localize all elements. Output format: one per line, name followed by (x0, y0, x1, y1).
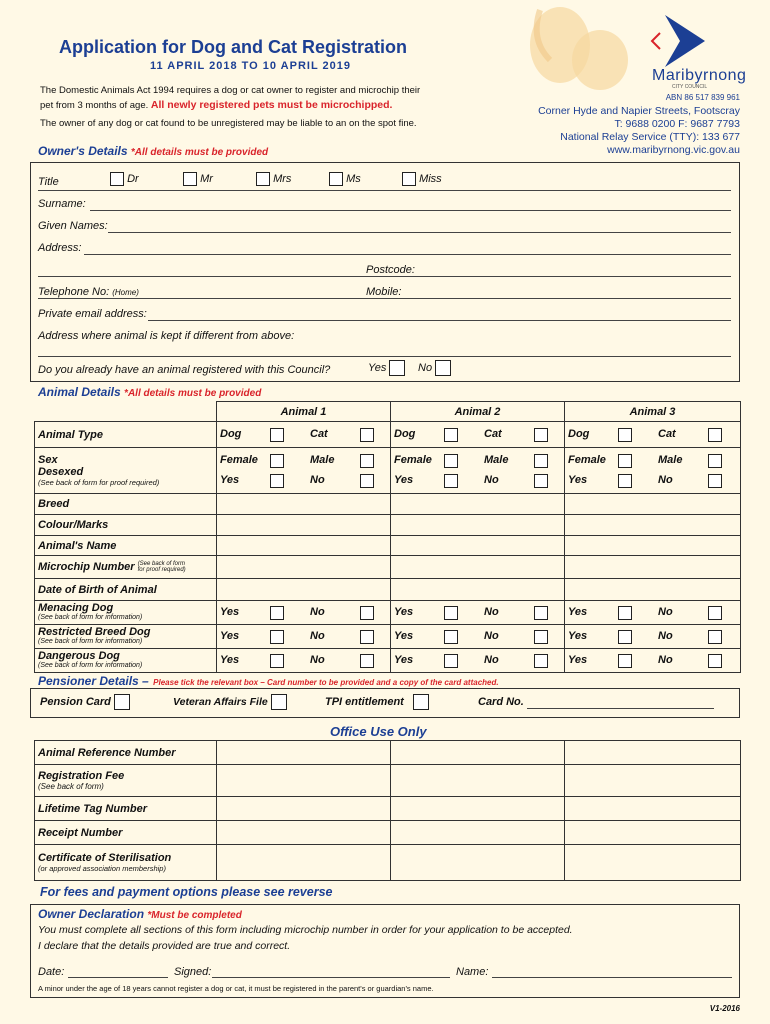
table-cell (217, 821, 391, 845)
surname-label: Surname: (38, 198, 86, 210)
table-cell (217, 765, 391, 797)
animal-3-dangerous-yes-checkbox[interactable] (618, 654, 632, 668)
cert-label (35, 845, 217, 881)
dangerous-text: Dangerous Dog (38, 649, 120, 662)
table-row (35, 601, 741, 625)
title-ms-checkbox[interactable] (329, 172, 343, 186)
yes-label: Yes (394, 474, 414, 487)
title-ms-label: Ms (346, 172, 361, 185)
table-row (35, 741, 741, 765)
dog-label: Dog (220, 428, 242, 441)
animal-3-cat-checkbox[interactable] (708, 428, 722, 442)
dog-label: Dog (394, 428, 416, 441)
table-row (35, 797, 741, 821)
title-miss[interactable] (402, 172, 442, 186)
postcode-label: Postcode: (366, 264, 415, 276)
colour-label: Colour/Marks (35, 515, 217, 536)
animal-1-type (217, 422, 391, 448)
title-mr[interactable] (183, 172, 213, 186)
animal-2-cat-checkbox[interactable] (534, 428, 548, 442)
animal-1-menacing-no-checkbox[interactable] (360, 606, 374, 620)
mobile-label: Mobile: (366, 286, 402, 298)
table-cell (565, 845, 741, 881)
maribyrnong-logo-icon (650, 15, 710, 67)
council-contact (538, 105, 740, 157)
council-web: www.maribyrnong.vic.gov.au (607, 144, 740, 156)
animal-1-breed[interactable] (217, 494, 391, 515)
email-label: Private email address: (38, 308, 147, 320)
declaration-line-2: I declare that the details provided are true and correct. (38, 940, 291, 952)
table-cell (217, 741, 391, 765)
animal-2-restricted (391, 625, 565, 649)
male-label: Male (310, 454, 335, 467)
dob-label: Date of Birth of Animal (35, 579, 217, 601)
animal-1-desexed-yes-checkbox[interactable] (270, 474, 284, 488)
title-label: Title (38, 176, 59, 188)
animal-1-menacing-yes-checkbox[interactable] (270, 606, 284, 620)
desexed-note: (See back of form for proof required) (38, 478, 160, 487)
home-text: (Home) (112, 288, 139, 297)
animal-2-breed[interactable] (391, 494, 565, 515)
female-label: Female (394, 454, 432, 467)
kept-address-field[interactable] (38, 356, 731, 357)
logo-subtext: CITY COUNCIL (672, 84, 708, 90)
sex-desexed-label (35, 448, 217, 494)
title-mrs-checkbox[interactable] (256, 172, 270, 186)
animal-2-menacing-no-checkbox[interactable] (534, 606, 548, 620)
declaration-heading (38, 907, 242, 921)
already-no[interactable] (418, 360, 451, 376)
animal-note: *All details must be provided (124, 388, 262, 399)
animal-2-male-checkbox[interactable] (534, 454, 548, 468)
divider (38, 190, 731, 191)
animal-2-restricted-no-checkbox[interactable] (534, 630, 548, 644)
declaration-note: *Must be completed (147, 910, 242, 921)
no-label: No (484, 654, 499, 667)
table-cell (217, 845, 391, 881)
animal-heading-text: Animal Details (38, 385, 121, 399)
telephone-label (38, 286, 139, 298)
no-label: No (310, 630, 325, 643)
animal-2-menacing (391, 601, 565, 625)
card-no-field[interactable] (527, 708, 714, 709)
dog-cat-illustration (520, 0, 630, 95)
yes-label: Yes (220, 654, 240, 667)
intro-line-1: The Domestic Animals Act 1994 requires a dog or cat owner to register and microchip their (40, 85, 421, 96)
table-row (35, 494, 741, 515)
animal-2-colour[interactable] (391, 515, 565, 536)
animal-2-desexed-no-checkbox[interactable] (534, 474, 548, 488)
female-label: Female (220, 454, 258, 467)
male-label: Male (658, 454, 683, 467)
animal-1-restricted (217, 625, 391, 649)
table-cell (565, 765, 741, 797)
no-label: No (484, 474, 499, 487)
table-row (35, 845, 741, 881)
already-registered-label: Do you already have an animal registered with this Council? (38, 364, 331, 376)
table-cell (217, 797, 391, 821)
animal-3-menacing (565, 601, 741, 625)
animal-2-dangerous (391, 649, 565, 673)
restricted-label (35, 625, 217, 649)
office-heading: Office Use Only (330, 724, 427, 739)
title-ms[interactable] (329, 172, 361, 186)
animal-type-label: Animal Type (35, 422, 217, 448)
already-yes-checkbox[interactable] (389, 360, 405, 376)
animal-1-male-checkbox[interactable] (360, 454, 374, 468)
animal-3-menacing-no-checkbox[interactable] (708, 606, 722, 620)
title-miss-label: Miss (419, 172, 442, 185)
animal-3-name[interactable] (565, 536, 741, 556)
intro-text (40, 84, 510, 131)
table-row (35, 579, 741, 601)
dangerous-note: (See back of form for information) (38, 661, 143, 669)
animal-1-sex (217, 448, 391, 494)
date-range: 11 APRIL 2018 TO 10 APRIL 2019 (150, 60, 352, 72)
fee-label (35, 765, 217, 797)
animal-2-desexed-yes-checkbox[interactable] (444, 474, 458, 488)
animal-2-dog-checkbox[interactable] (444, 428, 458, 442)
animal-2-dangerous-no-checkbox[interactable] (534, 654, 548, 668)
signed-label: Signed: (174, 966, 212, 978)
animal-2-name[interactable] (391, 536, 565, 556)
pension-card-label: Pension Card (40, 695, 111, 708)
table-row (35, 402, 741, 422)
owner-note: *All details must be provided (130, 147, 269, 158)
table-row (35, 765, 741, 797)
table-row (35, 536, 741, 556)
title-dr-checkbox[interactable] (110, 172, 124, 186)
ref-number-label: Animal Reference Number (35, 741, 217, 765)
table-cell (391, 765, 565, 797)
animal-1-dob[interactable] (217, 579, 391, 601)
office-use-table (34, 740, 741, 881)
signature-field[interactable] (212, 977, 450, 978)
address-field-2[interactable] (38, 276, 731, 277)
animal-1-dangerous-yes-checkbox[interactable] (270, 654, 284, 668)
animal-1-name[interactable] (217, 536, 391, 556)
yes-label: Yes (394, 654, 414, 667)
microchip-note-1: (See back of form (137, 561, 185, 568)
fine-notice: The owner of any dog or cat found to be unregistered may be liable to an on the spot fine. (40, 118, 417, 129)
veteran-label: Veteran Affairs File (173, 695, 268, 708)
animal-3-restricted-yes-checkbox[interactable] (618, 630, 632, 644)
cat-label: Cat (310, 428, 328, 441)
restricted-note: (See back of form for information) (38, 637, 143, 645)
declaration-line-1: You must complete all sections of this form including microchip number in order for your application to be accepted. (38, 924, 573, 936)
owner-heading (38, 144, 268, 158)
declaration-heading-text: Owner Declaration (38, 907, 145, 921)
owner-heading-text: Owner's Details (38, 144, 128, 158)
intro-line-2: pet from 3 months of age. (40, 100, 149, 111)
animal-3-dangerous (565, 649, 741, 673)
title-mrs-label: Mrs (273, 172, 292, 185)
table-row (35, 821, 741, 845)
animal-1-dangerous (217, 649, 391, 673)
council-address: Corner Hyde and Napier Streets, Footscray (538, 105, 740, 117)
animal-3-sex (565, 448, 741, 494)
table-row (35, 649, 741, 673)
veteran-option[interactable] (173, 694, 287, 710)
animal-1-restricted-yes-checkbox[interactable] (270, 630, 284, 644)
title-mr-label: Mr (200, 172, 213, 185)
animal-3-desexed-no-checkbox[interactable] (708, 474, 722, 488)
no-label: No (484, 630, 499, 643)
cert-text: Certificate of Sterilisation (38, 852, 172, 864)
card-no-label: Card No. (478, 696, 524, 708)
yes-label: Yes (568, 474, 588, 487)
animal-heading (38, 385, 261, 399)
table-cell (391, 845, 565, 881)
already-no-checkbox[interactable] (435, 360, 451, 376)
title-dr-label: Dr (127, 172, 139, 185)
name-label: Name: (456, 966, 489, 978)
desexed-label: Desexed (38, 466, 84, 478)
no-label: No (310, 654, 325, 667)
dangerous-label (35, 649, 217, 673)
no-label: No (310, 606, 325, 619)
pensioner-heading-text: Pensioner Details – (38, 674, 149, 688)
animal-3-male-checkbox[interactable] (708, 454, 722, 468)
breed-label: Breed (35, 494, 217, 515)
animal-3-restricted-no-checkbox[interactable] (708, 630, 722, 644)
yes-label: Yes (568, 630, 588, 643)
table-cell (391, 821, 565, 845)
title-dr[interactable] (110, 172, 139, 186)
tpi-label: TPI entitlement (325, 695, 404, 708)
microchip-text: Microchip Number (38, 560, 135, 573)
animal-2-dangerous-yes-checkbox[interactable] (444, 654, 458, 668)
council-phone: T: 9688 0200 F: 9687 7793 (614, 118, 740, 130)
surname-field[interactable] (90, 210, 731, 211)
title-mr-checkbox[interactable] (183, 172, 197, 186)
table-cell (565, 741, 741, 765)
animal-1-dog-checkbox[interactable] (270, 428, 284, 442)
male-label: Male (484, 454, 509, 467)
email-field[interactable] (148, 320, 731, 321)
already-no-label: No (418, 361, 433, 374)
animal-3-female-checkbox[interactable] (618, 454, 632, 468)
animal-3-dangerous-no-checkbox[interactable] (708, 654, 722, 668)
female-label: Female (568, 454, 606, 467)
fee-text: Registration Fee (38, 770, 125, 782)
no-label: No (484, 606, 499, 619)
council-relay: National Relay Service (TTY): 133 677 (560, 131, 740, 143)
animal-2-sex (391, 448, 565, 494)
yes-label: Yes (568, 654, 588, 667)
no-label: No (658, 654, 673, 667)
yes-label: Yes (220, 630, 240, 643)
table-row (35, 625, 741, 649)
animal-1-microchip[interactable] (217, 556, 391, 579)
animal-1-header: Animal 1 (217, 402, 391, 422)
pensioner-note: Please tick the relevant box – Card number to be provided and a copy of the card attached. (153, 678, 499, 687)
cat-label: Cat (484, 428, 502, 441)
animal-1-female-checkbox[interactable] (270, 454, 284, 468)
table-cell (35, 402, 217, 422)
no-label: No (658, 474, 673, 487)
animal-2-header: Animal 2 (391, 402, 565, 422)
telephone-field[interactable] (38, 298, 731, 299)
yes-label: Yes (568, 606, 588, 619)
minor-note: A minor under the age of 18 years cannot register a dog or cat, it must be registered in the parent's or guardian's name. (38, 984, 434, 993)
animal-2-menacing-yes-checkbox[interactable] (444, 606, 458, 620)
animal-3-dog-checkbox[interactable] (618, 428, 632, 442)
telephone-text: Telephone No: (38, 286, 110, 298)
table-row (35, 556, 741, 579)
date-field[interactable] (68, 977, 168, 978)
title-miss-checkbox[interactable] (402, 172, 416, 186)
animal-2-dob[interactable] (391, 579, 565, 601)
microchip-note-2: for proof required) (137, 567, 186, 574)
animal-3-header: Animal 3 (565, 402, 741, 422)
table-cell (391, 797, 565, 821)
address-label: Address: (38, 242, 82, 254)
table-cell (391, 741, 565, 765)
animal-3-type (565, 422, 741, 448)
tag-label: Lifetime Tag Number (35, 797, 217, 821)
table-cell (565, 821, 741, 845)
animal-3-dob[interactable] (565, 579, 741, 601)
animal-3-colour[interactable] (565, 515, 741, 536)
microchip-note (138, 561, 186, 573)
menacing-label (35, 601, 217, 625)
address-field[interactable] (84, 254, 731, 255)
tpi-option[interactable] (325, 694, 429, 710)
cert-note: (or approved association membership) (38, 864, 166, 873)
pension-card-option[interactable] (40, 694, 130, 710)
page-title: Application for Dog and Cat Registration (59, 37, 408, 57)
date-label: Date: (38, 966, 65, 978)
given-names-field[interactable] (108, 232, 731, 233)
sex-label: Sex (38, 454, 58, 466)
no-label: No (658, 630, 673, 643)
already-yes[interactable] (368, 360, 405, 376)
animal-1-menacing (217, 601, 391, 625)
animal-name-label: Animal's Name (35, 536, 217, 556)
cat-label: Cat (658, 428, 676, 441)
animal-3-breed[interactable] (565, 494, 741, 515)
tpi-checkbox[interactable] (413, 694, 429, 710)
table-row (35, 422, 741, 448)
microchip-notice: All newly registered pets must be microchipped. (150, 99, 393, 111)
table-cell (565, 797, 741, 821)
logo-wordmark: Maribyrnong (652, 67, 747, 84)
veteran-checkbox[interactable] (271, 694, 287, 710)
name-field[interactable] (492, 977, 732, 978)
menacing-note: (See back of form for information) (38, 613, 143, 621)
table-row (35, 448, 741, 494)
kept-address-label: Address where animal is kept if different from above: (38, 330, 295, 342)
animal-1-cat-checkbox[interactable] (360, 428, 374, 442)
animal-3-restricted (565, 625, 741, 649)
animal-1-colour[interactable] (217, 515, 391, 536)
already-yes-label: Yes (368, 361, 387, 374)
animal-details-table (34, 401, 741, 673)
animal-2-microchip[interactable] (391, 556, 565, 579)
no-label: No (658, 606, 673, 619)
abn: ABN 86 517 839 961 (665, 93, 740, 102)
microchip-label (35, 556, 217, 579)
no-label: No (310, 474, 325, 487)
pension-card-checkbox[interactable] (114, 694, 130, 710)
menacing-text: Menacing Dog (38, 601, 114, 614)
fee-note: (See back of form) (38, 782, 104, 791)
yes-label: Yes (220, 474, 240, 487)
animal-3-menacing-yes-checkbox[interactable] (618, 606, 632, 620)
animal-3-microchip[interactable] (565, 556, 741, 579)
animal-1-restricted-no-checkbox[interactable] (360, 630, 374, 644)
animal-2-female-checkbox[interactable] (444, 454, 458, 468)
version-label: V1-2016 (709, 1004, 740, 1013)
animal-2-type (391, 422, 565, 448)
table-row (35, 515, 741, 536)
receipt-label: Receipt Number (35, 821, 217, 845)
animal-3-desexed-yes-checkbox[interactable] (618, 474, 632, 488)
given-names-label: Given Names: (38, 220, 108, 232)
animal-1-dangerous-no-checkbox[interactable] (360, 654, 374, 668)
animal-1-desexed-no-checkbox[interactable] (360, 474, 374, 488)
yes-label: Yes (220, 606, 240, 619)
restricted-text: Restricted Breed Dog (38, 625, 151, 638)
title-mrs[interactable] (256, 172, 291, 186)
animal-2-restricted-yes-checkbox[interactable] (444, 630, 458, 644)
dog-label: Dog (568, 428, 590, 441)
yes-label: Yes (394, 630, 414, 643)
yes-label: Yes (394, 606, 414, 619)
fees-note: For fees and payment options please see reverse (40, 885, 333, 899)
